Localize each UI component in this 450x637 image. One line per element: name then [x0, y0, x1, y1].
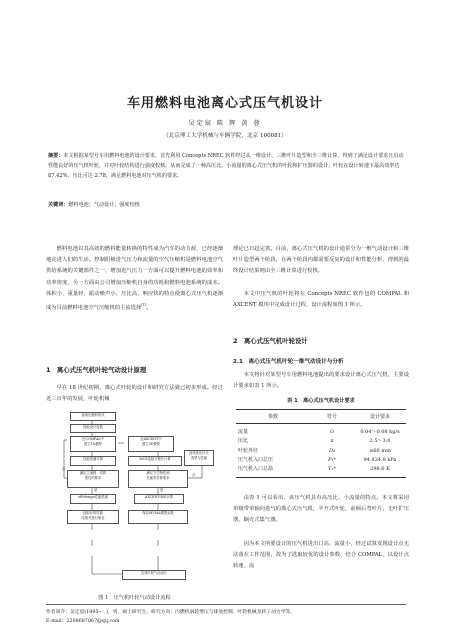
intro-paragraph — [46, 244, 223, 314]
table-header-param: 参数 — [236, 410, 310, 424]
table-cell: G — [330, 429, 334, 435]
flowchart — [62, 410, 212, 595]
paper-title: 车用燃料电池离心式压气机设计 — [126, 96, 323, 111]
flow-node-11: AXCENT-RSI计算 — [134, 494, 184, 504]
table-cell: 0.04～0.08 kg/s — [360, 429, 400, 435]
table-header-requirement: 设计要求 — [354, 410, 406, 424]
flow-node-3: 在COMPAL中 建立1D模型 — [70, 436, 116, 452]
table-header-symbol: 符号 — [310, 410, 354, 424]
flow-node-9: 满足力学特性和 性能等各种需求 — [128, 470, 188, 488]
flow-node-2: 选取设计参数 — [70, 424, 116, 433]
right-paragraph-2: 本文中压气机的叶轮将在 Concepts NREC 软件包的 COMPAL 和 AXCENT 模块中完成设计过程，设计流程如图 1 所示。 — [233, 291, 409, 309]
table-cell: T₁* — [310, 465, 354, 478]
table-row — [236, 465, 406, 478]
right-paragraph-5: 因为本文所要设计的压气机进出口高、流量小，经过试算发现设计点无法落在工作范围，故为了选取较优的设计参数，结合 COMPAL，以设计点转速、流 — [233, 541, 409, 570]
table-cell: P₁* — [328, 456, 336, 463]
keywords-text: 燃料电池；气动设计；强度校核 — [68, 202, 140, 208]
intro-end: 。 — [146, 304, 152, 311]
flow-node-8: 满足主流程、结构 型性的要求 — [67, 470, 119, 488]
table-cell: ≤60 mm — [369, 447, 391, 454]
flow-node-7: 流场优化叶片 造型与性能 — [184, 450, 214, 466]
flow-node-12: 选取好的性能 结果并进行保存 — [67, 510, 119, 524]
flow-label-no-right: 否 — [192, 473, 196, 477]
flow-node-1: 选取压缩机形式 — [70, 412, 116, 421]
section-2-heading: 2 离心式压气机叶轮设计 — [233, 337, 308, 345]
table-row — [236, 456, 406, 465]
table-cell: 压比 — [238, 438, 249, 445]
flow-label-yes-right: 是 — [160, 488, 164, 492]
abstract — [48, 151, 404, 181]
table-cell: 2.5～3.0 — [369, 438, 391, 445]
flow-node-14: 完成叶轮气动设计 — [122, 570, 186, 580]
table-1-caption: 表 1 离心式压气机设计要求 — [287, 398, 355, 404]
table-cell: 94 834.8 kPa — [363, 456, 397, 463]
keywords-label: 关键词： — [48, 202, 69, 208]
intro-ref: [1] — [141, 303, 147, 308]
table-cell: π — [330, 438, 334, 445]
footnote — [46, 604, 406, 626]
intro-text: 燃料电池以其高效的燃料能量转换的特性成为汽车的动力源，已经逐渐地走进人们的生活。控制阴极进气压力和流量的空气压缩机是燃料电池空气供给系统的关键部件之一，增加进气压力一方面可以提升燃料电池的效率和功率密度，另一方面由公司增加压缩机自身的功耗和燃料电池系统的成本。体积小、重量轻、振动噪声小、压比高、响应快的特点使离心式压气机逐渐成为目前燃料电池空气压缩机的主流选择 — [46, 246, 223, 311]
right-paragraph-4: 由表 1 可以看出，该压气机具有高压比、小流量的特点。本文将采用单级带单轴向进气的离心式压气机，半开式叶轮，前倾后弯叶片，无叶扩压器，蜗壳式集气器。 — [233, 495, 409, 524]
table-1 — [236, 409, 406, 478]
table-row — [236, 437, 406, 446]
keywords — [48, 201, 404, 208]
table-cell: 压气机入口总温 — [236, 465, 310, 478]
section-2-1-heading: 2.1 离心式压气机叶轮一维气动设计与分析 — [233, 359, 344, 365]
flow-node-6: MCE连续方程法计算 — [128, 456, 182, 466]
authors: 吴定宸 陈 辉 黄 蓉 — [188, 120, 262, 127]
flow-label-no-left: 否 — [62, 467, 66, 471]
table-cell: 压气机入口总压 — [238, 456, 274, 463]
table-cell: D₂ — [328, 447, 335, 454]
table-row — [236, 424, 406, 438]
footnote-email: E-mail：2208687067@qq.com — [46, 619, 120, 624]
figure-1-caption: 图 1 压气机叶轮气动设计流程 — [98, 595, 171, 601]
right-paragraph-3: 本文将针对某型号车用燃料电池提出的要求设计离心式压气机，主要设计要求如表 1 所示。 — [233, 372, 409, 390]
section-1-heading: 1 离心式压气机叶轮气动设计原理 — [46, 366, 147, 374]
flow-node-13: 保存MVMA模型参数 — [128, 510, 188, 524]
table-cell: 流量 — [238, 429, 249, 435]
affiliation: （北京理工大学机械与车辆学院，北京 100081） — [163, 133, 287, 139]
footnote-author: 作者简介：吴定宸(1995─ )，男，硕士研究生，研究方向：内燃机涡轮增压与排放控制、叶轮机械及转子动力学等。 — [46, 610, 296, 615]
flow-node-5: 在AXCENT中 建立3D模型 — [128, 436, 174, 452]
table-cell: 叶轮外径 — [238, 447, 259, 454]
right-paragraph-1: 理论已日趋完善。目前，离心式压气机的设计通常分为一维气动设计和三维叶片造型两个阶段，在两个阶段内都需要反复的设计和性能分析，得到的最终设计结果则由全三维计算进行校核。 — [233, 246, 409, 275]
table-cell: 298.6 K — [354, 465, 406, 478]
abstract-label: 摘要： — [48, 153, 64, 159]
flow-node-10: off-design性能预测 — [70, 494, 116, 504]
flow-label-yes-left: 是 — [94, 488, 98, 492]
flow-node-4: 性能预测计算 — [70, 456, 116, 466]
abstract-text: 本文根据某型号车用燃料电池的设计要求，首先利用 Concepts NREC 软件经过从一维设计、三维叶片造型和全三维计算，得到了满足设计要求且启动性能良好的压气机叶轮，并对叶轮结构进行强度校核，从而完成了一种高压比、小流量的离心式压气机的叶轮和扩压器的设计；叶轮在设计转速下最高效率达 87.42%，压比可达 2.78，满足燃料电池对压气机的要求。 — [48, 153, 404, 179]
section-1-text: 早在 18 世纪初期，离心式叶轮的设计和研究方法就已初步形成。经过近三百年的发展，叶轮机械 — [46, 385, 223, 403]
table-row — [236, 447, 406, 456]
